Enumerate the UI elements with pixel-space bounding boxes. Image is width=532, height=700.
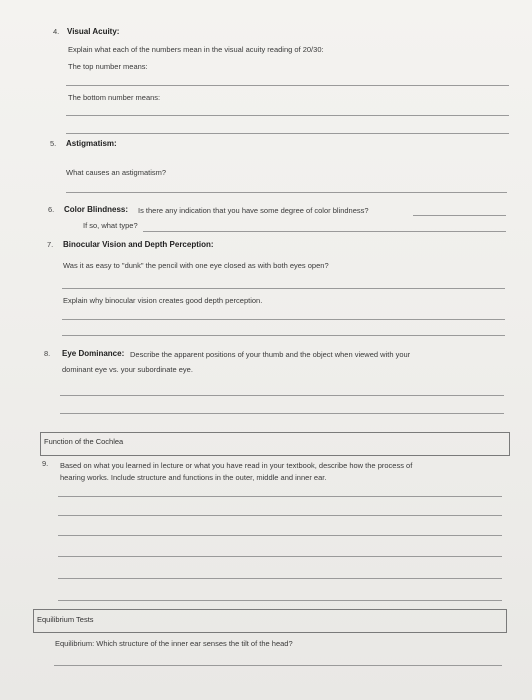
q6-title: Color Blindness: bbox=[64, 205, 129, 214]
answer-line[interactable] bbox=[66, 85, 509, 86]
q5-number: 5. bbox=[50, 139, 57, 148]
equilibrium-prompt: Equilibrium: Which structure of the inner ear senses the tilt of the head? bbox=[55, 639, 293, 648]
q7-prompt2: Explain why binocular vision creates good depth perception. bbox=[63, 296, 263, 305]
q6-prompt: Is there any indication that you have some degree of color blindness? bbox=[138, 206, 369, 215]
answer-line[interactable] bbox=[60, 413, 504, 414]
q5-title: Astigmatism: bbox=[66, 139, 117, 148]
q4-top-label: The top number means: bbox=[68, 62, 148, 71]
section-title-equilibrium: Equilibrium Tests bbox=[37, 615, 94, 624]
answer-line[interactable] bbox=[58, 496, 502, 497]
q7-number: 7. bbox=[47, 240, 54, 249]
answer-line[interactable] bbox=[58, 535, 502, 536]
q4-number: 4. bbox=[53, 27, 60, 36]
answer-line[interactable] bbox=[62, 288, 505, 289]
q9-prompt: Based on what you learned in lecture or what you have read in your textbook, describe how the process of bbox=[60, 461, 413, 470]
answer-line[interactable] bbox=[60, 395, 504, 396]
q5-prompt: What causes an astigmatism? bbox=[66, 168, 167, 177]
answer-line[interactable] bbox=[413, 215, 506, 216]
section-title-cochlea: Function of the Cochlea bbox=[44, 437, 124, 446]
q9-prompt-cont: hearing works. Include structure and functions in the outer, middle and inner ear. bbox=[60, 473, 327, 482]
q9-number: 9. bbox=[42, 459, 49, 468]
q8-number: 8. bbox=[44, 349, 51, 358]
answer-line[interactable] bbox=[54, 665, 502, 666]
q7-prompt: Was it as easy to "dunk" the pencil with one eye closed as with both eyes open? bbox=[63, 261, 329, 270]
answer-line[interactable] bbox=[58, 600, 502, 601]
q7-title: Binocular Vision and Depth Perception: bbox=[63, 240, 214, 249]
q6-followup: If so, what type? bbox=[83, 221, 138, 230]
q8-prompt-cont: dominant eye vs. your subordinate eye. bbox=[62, 365, 193, 374]
section-box-equilibrium bbox=[33, 609, 507, 633]
q8-prompt: Describe the apparent positions of your thumb and the object when viewed with your bbox=[130, 350, 411, 359]
answer-line[interactable] bbox=[66, 133, 509, 134]
answer-line[interactable] bbox=[62, 335, 505, 336]
q4-title: Visual Acuity: bbox=[67, 27, 120, 36]
answer-line[interactable] bbox=[58, 515, 502, 516]
answer-line[interactable] bbox=[58, 578, 502, 579]
answer-line[interactable] bbox=[143, 231, 506, 232]
answer-line[interactable] bbox=[62, 319, 505, 320]
q4-prompt: Explain what each of the numbers mean in the visual acuity reading of 20/30: bbox=[68, 45, 324, 54]
section-box-cochlea bbox=[40, 432, 510, 456]
q8-title: Eye Dominance: bbox=[62, 349, 125, 358]
answer-line[interactable] bbox=[66, 192, 507, 193]
answer-line[interactable] bbox=[66, 115, 509, 116]
q6-number: 6. bbox=[48, 205, 55, 214]
q4-bottom-label: The bottom number means: bbox=[68, 93, 161, 102]
answer-line[interactable] bbox=[58, 556, 502, 557]
